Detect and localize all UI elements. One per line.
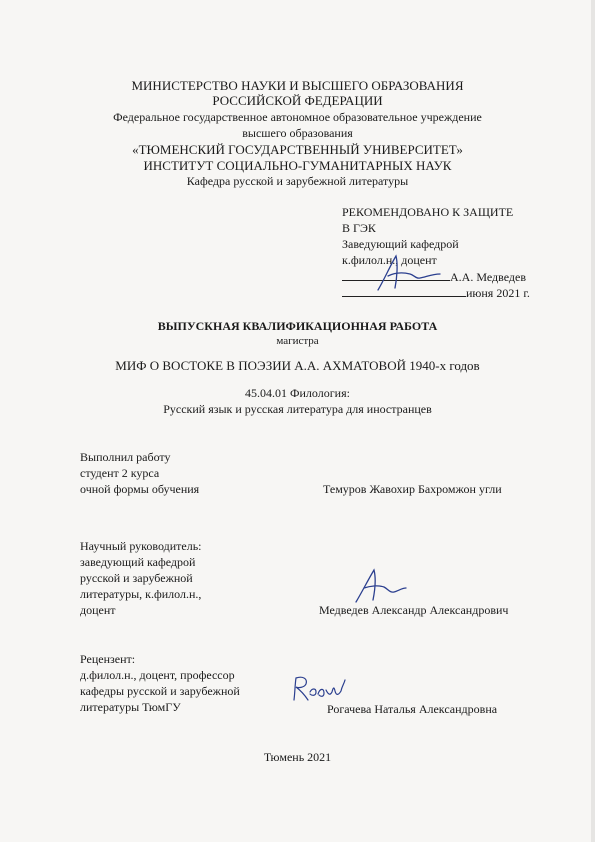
institution-line2: высшего образования (242, 126, 353, 140)
work-type: ВЫПУСКНАЯ КВАЛИФИКАЦИОННАЯ РАБОТА (157, 319, 438, 333)
author-line3: очной формы обучения (80, 482, 200, 496)
author-line1: Выполнил работу (80, 450, 171, 464)
approval-line1: РЕКОМЕНДОВАНО К ЗАЩИТЕ (342, 205, 514, 219)
supervisor-line2: заведующий кафедрой (80, 555, 196, 569)
author-name: Темуров Жавохир Бахромжон угли (323, 482, 502, 496)
institute-name: ИНСТИТУТ СОЦИАЛЬНО-ГУМАНИТАРНЫХ НАУК (143, 158, 452, 173)
reviewer-line2: д.филол.н., доцент, профессор (80, 668, 235, 682)
author-line2: студент 2 курса (80, 466, 160, 480)
thesis-topic: МИФ О ВОСТОКЕ В ПОЭЗИИ А.А. АХМАТОВОЙ 1940-х годов (115, 358, 480, 373)
university-name: «ТЮМЕНСКИЙ ГОСУДАРСТВЕННЫЙ УНИВЕРСИТЕТ» (132, 142, 463, 157)
approval-line4: к.филол.н., доцент (342, 253, 437, 267)
head-signature-image (370, 252, 450, 294)
approval-date: июня 2021 г. (466, 286, 530, 300)
program-name: Русский язык и русская литература для иностранцев (163, 402, 432, 416)
institution-line1: Федеральное государственное автономное образовательное учреждение (113, 110, 482, 124)
head-name: А.А. Медведев (450, 270, 526, 284)
reviewer-line1: Рецензент: (80, 652, 136, 666)
supervisor-line3: русской и зарубежной (80, 571, 193, 585)
department-name: Кафедра русской и зарубежной литературы (186, 174, 409, 188)
supervisor-line4: литературы, к.филол.н., (80, 587, 202, 601)
supervisor-line1: Научный руководитель: (80, 539, 202, 553)
approval-line2: В ГЭК (342, 221, 376, 235)
approval-line3: Заведующий кафедрой (342, 237, 459, 251)
reviewer-line3: кафедры русской и зарубежной (80, 684, 240, 698)
reviewer-signature-image (288, 674, 348, 706)
supervisor-signature-image (350, 566, 410, 606)
supervisor-line5: доцент (80, 603, 116, 617)
ministry-line1: МИНИСТЕРСТВО НАУКИ И ВЫСШЕГО ОБРАЗОВАНИЯ (131, 78, 464, 93)
degree-label: магистра (276, 335, 319, 347)
ministry-line2: РОССИЙСКОЙ ФЕДЕРАЦИИ (212, 93, 383, 108)
supervisor-name: Медведев Александр Александрович (319, 603, 509, 617)
reviewer-line4: литературы ТюмГУ (80, 700, 181, 714)
reviewer-name: Рогачева Наталья Александровна (327, 702, 498, 716)
city-year: Тюмень 2021 (263, 750, 332, 764)
program-code: 45.04.01 Филология: (245, 386, 350, 400)
